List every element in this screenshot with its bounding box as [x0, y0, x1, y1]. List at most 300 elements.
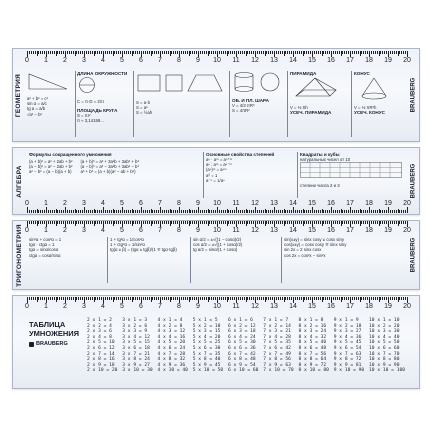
scale-tick [401, 210, 402, 213]
scale-tick [95, 51, 96, 54]
scale-tick [128, 51, 129, 54]
scale-tick [246, 297, 247, 302]
scale-tick [282, 210, 283, 213]
multiplication-entry: 7 x 3 = 21 [263, 329, 291, 335]
scale-tick [407, 207, 408, 213]
scale-tick [158, 297, 159, 300]
scale-tick [266, 297, 267, 300]
multiplication-entry: 9 x 1 = 9 [333, 318, 359, 323]
scale-tick [177, 221, 178, 224]
scale-tick [382, 221, 383, 224]
scale-tick [185, 297, 186, 300]
scale-tick [304, 297, 305, 300]
scale-tick [316, 221, 317, 224]
multiplication-entry: 9 x 8 = 72 [333, 357, 362, 363]
scale-tick [168, 297, 169, 300]
scale-number: 6 [139, 303, 143, 310]
scale-tick [67, 210, 68, 213]
scale-tick [185, 210, 186, 213]
formula-line: cos(x±y) = cosx cosy ∓ sinx siny [284, 242, 347, 248]
scale-tick [259, 51, 260, 54]
scale-tick [111, 297, 112, 300]
scale-tick [225, 221, 226, 224]
scale-tick [67, 51, 68, 54]
formula-line: aⁿ · aᵐ = aⁿ⁺ᵐ [206, 157, 233, 162]
scale-tick [314, 210, 315, 213]
scale-number: 12 [251, 227, 259, 234]
scale-tick [249, 51, 250, 54]
scale-tick [44, 51, 45, 54]
formula-line: S = 4πR² [232, 108, 250, 114]
scale-tick [380, 210, 381, 213]
scale-tick [213, 297, 214, 300]
scale-tick [156, 221, 157, 224]
ruler-scale [25, 51, 411, 64]
scale-tick [240, 221, 241, 224]
scale-tick [253, 210, 254, 213]
scale-number: 11 [232, 57, 240, 64]
scale-tick [175, 210, 176, 213]
scale-number: 9 [196, 303, 200, 310]
scale-tick [323, 221, 324, 224]
scale-tick [405, 51, 406, 54]
scale-tick [113, 209, 114, 214]
multiplication-entry: 10 x 4 = 40 [369, 334, 400, 340]
scale-tick [306, 221, 307, 224]
scale-tick [354, 297, 355, 300]
scale-tick [162, 51, 163, 54]
scale-tick [299, 51, 300, 54]
scale-tick [380, 297, 381, 300]
scale-tick [399, 297, 400, 300]
scale-tick [95, 221, 96, 224]
scale-tick [266, 210, 267, 213]
multiplication-entry: 10 x 1 = 10 [369, 318, 400, 323]
scale-tick [352, 51, 353, 54]
scale-tick [348, 51, 349, 54]
scale-tick [40, 51, 41, 54]
formula-line: a² − b² = (a − b)(a + b) [29, 169, 72, 175]
scale-tick [99, 51, 100, 54]
scale-tick [363, 221, 364, 224]
scale-number: 17 [346, 200, 354, 207]
scale-tick [149, 210, 150, 213]
scale-tick [181, 221, 182, 224]
scale-number: 4 [101, 57, 105, 64]
multiplication-entry: 6 x 8 = 48 [228, 357, 256, 363]
formula-line: a⁰ = 1 [206, 172, 218, 178]
scale-tick [240, 210, 241, 213]
multiplication-entry: 7 x 8 = 56 [263, 357, 291, 363]
scale-tick [386, 221, 387, 224]
scale-tick [238, 297, 239, 300]
scale-tick [289, 51, 290, 54]
scale-tick [190, 51, 191, 54]
scale-tick [249, 210, 250, 213]
scale-tick [223, 297, 224, 300]
scale-tick [59, 297, 60, 300]
scale-tick [278, 221, 279, 224]
scale-tick [265, 221, 266, 226]
area-section [136, 71, 226, 137]
scale-tick [151, 297, 152, 302]
scale-tick [105, 221, 106, 224]
multiplication-entry: 8 x 10 = 80 [298, 368, 329, 374]
scale-tick [175, 51, 176, 54]
scale-tick [266, 51, 267, 54]
scale-number: 10 [213, 227, 221, 234]
scale-tick [238, 221, 239, 224]
multiplication-title [29, 320, 85, 360]
multiplication-entry: 6 x 3 = 18 [228, 329, 256, 335]
scale-tick [162, 210, 163, 213]
scale-tick [151, 51, 152, 56]
scale-tick [242, 297, 243, 300]
scale-number: 3 [82, 303, 86, 310]
scale-tick [392, 297, 393, 300]
scale-tick [394, 210, 395, 213]
scale-tick [152, 210, 153, 213]
scale-tick [120, 221, 121, 224]
scale-tick [76, 210, 77, 213]
multiplication-entry: 10 x 9 = 90 [369, 362, 400, 368]
scale-tick [147, 51, 148, 54]
scale-tick [361, 297, 362, 300]
scale-tick [164, 210, 165, 213]
scale-tick [303, 51, 304, 56]
formula-line: π ≈ 3,14159... [77, 118, 104, 124]
scale-tick [390, 297, 391, 300]
scale-tick [278, 51, 279, 54]
scale-number: 6 [139, 57, 143, 64]
scale-tick [152, 221, 153, 224]
scale-number: 3 [82, 200, 86, 207]
scale-tick [322, 221, 323, 226]
scale-tick [261, 51, 262, 54]
scale-tick [335, 221, 336, 224]
multiplication-entry: 5 x 8 = 40 [192, 357, 221, 363]
scale-tick [88, 297, 89, 300]
scale-tick [390, 221, 391, 224]
formula-line: cos α/2 = ±√((1 + cosα)/2) [193, 242, 243, 248]
scale-tick [331, 207, 332, 213]
scale-tick [177, 297, 178, 300]
scale-tick [137, 297, 138, 300]
scale-tick [323, 210, 324, 213]
scale-tick [97, 297, 98, 300]
scale-tick [333, 51, 334, 54]
scale-tick [38, 221, 39, 224]
scale-tick [190, 297, 191, 300]
scale-tick [44, 297, 45, 300]
multiplication-entry: 4 x 7 = 28 [157, 351, 186, 357]
scale-number: 8 [177, 303, 181, 310]
scale-tick [361, 221, 362, 224]
scale-tick [310, 221, 311, 224]
scale-tick [40, 221, 41, 224]
scale-tick [97, 51, 98, 54]
scale-tick [249, 297, 250, 300]
scale-tick [38, 297, 39, 300]
scale-tick [268, 51, 269, 54]
scale-tick [168, 221, 169, 224]
scale-tick [101, 297, 102, 300]
scale-tick [327, 51, 328, 54]
squares-table-grid [300, 162, 402, 178]
scale-tick [282, 297, 283, 300]
scale-tick [396, 221, 397, 224]
scale-tick [113, 297, 114, 302]
scale-tick [29, 210, 30, 213]
scale-tick [33, 221, 34, 224]
multiplication-entry: 7 x 4 = 28 [263, 334, 291, 340]
scale-tick [304, 210, 305, 213]
scale-tick [382, 210, 383, 213]
scale-tick [363, 51, 364, 54]
scale-tick [236, 207, 237, 213]
scale-tick [365, 210, 366, 213]
scale-tick [377, 51, 378, 54]
scale-tick [255, 207, 256, 213]
scale-tick [367, 210, 368, 213]
scale-tick [67, 221, 68, 224]
scale-tick [52, 51, 53, 54]
scale-tick [143, 210, 144, 213]
scale-tick [325, 221, 326, 224]
scale-tick [213, 210, 214, 213]
scale-tick [356, 51, 357, 54]
scale-tick [33, 51, 34, 54]
scale-tick [301, 51, 302, 54]
scale-tick [306, 210, 307, 213]
scale-tick [356, 221, 357, 224]
section-divider [75, 71, 76, 137]
scale-tick [360, 221, 361, 226]
scale-number: 0 [25, 303, 29, 310]
scale-number: 0 [25, 200, 29, 207]
ruler-algebra [12, 147, 420, 215]
scale-tick [181, 51, 182, 54]
scale-tick [145, 221, 146, 224]
scale-tick [380, 221, 381, 224]
pyramid-diagram [290, 76, 340, 100]
scale-tick [139, 221, 140, 224]
scale-tick [287, 297, 288, 300]
scale-tick [322, 51, 323, 56]
scale-tick [339, 221, 340, 224]
scale-tick [259, 210, 260, 213]
scale-tick [360, 51, 361, 56]
scale-number: 15 [308, 303, 316, 310]
scale-tick [139, 297, 140, 300]
scale-tick [272, 221, 273, 224]
scale-tick [135, 210, 136, 213]
scale-tick [118, 51, 119, 54]
scale-number: 14 [289, 227, 297, 234]
scale-tick [337, 210, 338, 213]
scale-tick [348, 297, 349, 300]
scale-tick [187, 221, 188, 224]
scale-tick [97, 210, 98, 213]
multiplication-entry: 8 x 5 = 40 [298, 340, 327, 346]
scale-tick [373, 51, 374, 54]
scale-tick [310, 210, 311, 213]
scale-number: 5 [120, 227, 124, 234]
trig-tangent-section [110, 237, 188, 285]
multiplication-entry: 7 x 5 = 35 [263, 340, 291, 346]
scale-tick [90, 221, 91, 224]
scale-tick [382, 51, 383, 54]
formula-line: sin 2x = 2 sinx cosx [284, 247, 322, 253]
scale-tick [287, 210, 288, 213]
scale-tick [325, 210, 326, 213]
ruler-geometry [12, 48, 420, 142]
scale-tick [166, 51, 167, 54]
scale-tick [247, 297, 248, 300]
scale-tick [352, 221, 353, 224]
scale-tick [299, 221, 300, 224]
brand-logo: BRAUBERG [410, 237, 417, 273]
multiplication-entry: 8 x 1 = 8 [298, 318, 324, 323]
scale-tick [166, 210, 167, 213]
section-divider [190, 237, 191, 283]
scale-tick [208, 51, 209, 56]
scale-tick [246, 209, 247, 214]
scale-tick [314, 51, 315, 54]
scale-tick [358, 210, 359, 213]
scale-tick [88, 51, 89, 54]
scale-tick [90, 51, 91, 54]
scale-tick [152, 297, 153, 300]
scale-tick [371, 221, 372, 224]
scale-tick [185, 51, 186, 54]
scale-number: 2 [63, 57, 67, 64]
scale-tick [230, 297, 231, 300]
scale-tick [352, 297, 353, 300]
formula-line: V = ⅓ πR²h [354, 105, 377, 110]
ruler-multiplication [12, 295, 420, 389]
scale-tick [118, 221, 119, 224]
scale-tick [105, 297, 106, 300]
scale-tick [401, 51, 402, 54]
scale-tick [145, 51, 146, 54]
scale-tick [208, 209, 209, 214]
multiplication-entry: 2 x 6 = 12 [87, 345, 115, 351]
scale-tick [156, 297, 157, 300]
scale-tick [213, 51, 214, 54]
scale-tick [270, 210, 271, 213]
formula-line: cos 2x = cos²x − sin²x [284, 252, 326, 258]
multiplication-entry: 10 x 2 = 20 [369, 323, 400, 329]
scale-tick [179, 207, 180, 213]
scale-tick [354, 221, 355, 224]
multiplication-entry: 8 x 6 = 48 [298, 345, 327, 351]
scale-tick [276, 210, 277, 213]
formula-line: C = π·D = 2πr [77, 99, 105, 104]
scale-tick [377, 221, 378, 224]
scale-tick [124, 210, 125, 213]
scale-tick [303, 209, 304, 214]
scale-tick [276, 51, 277, 54]
scale-number: 7 [158, 303, 162, 310]
scale-number: 20 [403, 57, 411, 64]
scale-tick [84, 207, 85, 213]
scale-tick [101, 51, 102, 54]
ruler-scale [25, 297, 411, 310]
section-title: УСЕЧ. КОНУС [354, 110, 385, 116]
multiplication-entry: 2 x 8 = 16 [87, 357, 115, 363]
scale-tick [356, 297, 357, 300]
scale-tick [69, 51, 70, 54]
scale-tick [86, 51, 87, 54]
scale-tick [107, 297, 108, 300]
scale-tick [95, 210, 96, 213]
scale-tick [308, 221, 309, 224]
scale-tick [50, 297, 51, 300]
scale-tick [75, 209, 76, 214]
multiplication-entry: 2 x 4 = 8 [87, 334, 112, 340]
scale-tick [365, 221, 366, 224]
scale-tick [192, 297, 193, 300]
scale-tick [173, 210, 174, 213]
scale-tick [113, 51, 114, 56]
scale-tick [50, 221, 51, 224]
scale-tick [379, 221, 380, 226]
scale-tick [94, 297, 95, 302]
scale-tick [170, 297, 171, 302]
scale-tick [282, 221, 283, 224]
multiplication-entry: 4 x 6 = 24 [157, 345, 186, 351]
scale-tick [268, 297, 269, 300]
scale-tick [92, 221, 93, 224]
scale-tick [116, 210, 117, 213]
formula-line: tg(α ± β) = (tgα ± tgβ)/(1 ∓ tgα·tgβ) [110, 247, 177, 253]
scale-tick [234, 210, 235, 213]
scale-tick [337, 51, 338, 54]
scale-tick [299, 297, 300, 300]
scale-tick [219, 297, 220, 300]
scale-tick [403, 297, 404, 300]
scale-tick [208, 297, 209, 302]
scale-tick [158, 210, 159, 213]
scale-tick [173, 297, 174, 300]
scale-tick [350, 207, 351, 213]
scale-tick [194, 51, 195, 54]
scale-tick [403, 51, 404, 54]
multiplication-entry: 9 x 10 = 90 [333, 368, 365, 374]
scale-tick [196, 221, 197, 224]
scale-tick [63, 297, 64, 300]
scale-tick [31, 221, 32, 224]
scale-tick [327, 210, 328, 213]
scale-tick [272, 51, 273, 54]
scale-tick [344, 297, 345, 300]
scale-tick [118, 297, 119, 300]
scale-tick [76, 297, 77, 300]
triangle-diagram [27, 71, 71, 91]
scale-number: 1 [44, 57, 48, 64]
scale-tick [284, 209, 285, 214]
cylinder-diagram [232, 71, 282, 93]
scale-tick [54, 221, 55, 224]
scale-tick [158, 221, 159, 224]
scale-tick [97, 221, 98, 224]
scale-tick [171, 210, 172, 213]
multiplication-entry: 5 x 9 = 45 [192, 362, 221, 368]
scale-tick [109, 51, 110, 54]
formula-line: tgα · ctgα = 1 [29, 242, 55, 248]
multiplication-entry: 4 x 10 = 40 [157, 368, 188, 374]
